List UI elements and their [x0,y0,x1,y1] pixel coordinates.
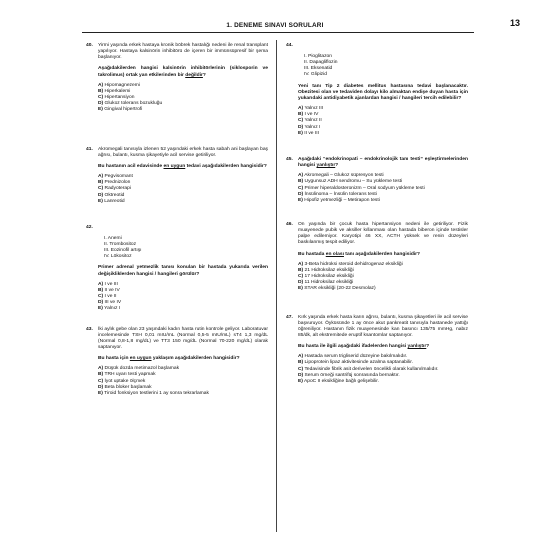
statement: III. Eksenatid [304,66,333,72]
question-40 [86,43,268,114]
question-prompt: Yeni tanı Tip 2 diabetes mellitus hastasına tedavi başlanacaktır. Obezitesi olan ve tedaviden dolayı kilo almaktan endişe duyan hasta için yukarıdaki antidiyabetik ajanlardan hangisi / hangileri tercih edilebilir? [298,83,468,101]
option-a[interactable]: A) Hipomagnezemi [98,82,140,88]
option-e[interactable]: E) STAR eksikliği (20-22 Desmolaz) [298,286,376,292]
question-prompt: Bu hasta ile ilgili aşağıdaki ifadelerden hangisi yanlıştır? [298,344,430,350]
option-a[interactable]: A) 3-Beta hidroksi steroid dehidrogenaz eksikliği [298,261,403,267]
option-b[interactable]: B) Uygunsuz ADH sendromu – Su yükleme testi [298,179,403,185]
option-c[interactable]: C) 17 Hidroksilaz eksikliği [298,274,354,280]
question-43 [86,327,268,398]
statement: I. Anemi [104,235,122,241]
option-list [98,282,268,313]
option-e[interactable]: E) Hipofiz yetmezliği – Metirapon testi [298,197,380,203]
option-e[interactable]: E) II ve III [298,130,319,136]
header-rule [82,32,474,33]
question-number: 44. [286,43,293,48]
option-list [298,173,468,204]
option-a[interactable]: A) I ve III [98,281,118,287]
question-prompt: Aşağıdaki “endokrinopati – endokrinolojik tanı testi” eşleştirmelerinden hangisi yanlıştır? [298,156,468,169]
option-a[interactable]: A) Akromegali – Glukoz süpresyon testi [298,173,384,179]
option-d[interactable]: D) Serum örneği santrifüj sonrasında bernaktır. [298,372,400,378]
option-a[interactable]: A) Yalnız III [298,106,324,112]
statement: III. Eozinofil artışı [104,248,142,254]
question-prompt: Bu hasta için en uygun yaklaşım aşağıdakilerden hangisidir? [98,356,240,362]
option-list [98,83,268,114]
option-e[interactable]: E) Yalnız I [98,306,121,312]
page-number: 13 [509,18,520,28]
option-list [98,174,268,205]
question-number: 43. [86,326,93,332]
option-d[interactable]: D) Glukoz tolerans bozukluğu [98,101,163,107]
option-d[interactable]: D) 11 Hidroksilaz eksikliği [298,280,354,286]
option-b[interactable]: B) II ve IV [98,287,120,293]
question-number: 42. [86,224,93,230]
option-d[interactable]: D) Oktreotid [98,192,125,198]
option-a[interactable]: A) Düşük dozda metimazol başlamak [98,366,180,372]
option-list [298,106,468,137]
question-prompt: Primer adrenal yetmezlik tanısı konulan bir hastada yukarıda verilen değişikliklerden hangisi / hangileri görülür? [98,265,268,277]
question-stem: Akromegali tanısıyla izlenen 52 yaşındaki erkek hasta sabah ani başlayan baş ağrısı, bulantı, kusma şikayetiyle acil servise getiriliyor. [98,146,268,158]
question-45 [286,157,468,204]
option-e[interactable]: E) Lanreotid [98,198,125,204]
question-stem: İki aylık gebe olan 23 yaşındaki kadın hasta rutin kontrole geliyor. Laboratuvar incelemesinde TSH 0,01 mIU/mL (Normal 0,5-5 mIU/mL) sT4 1,3 mg/dL (Normal 0,8-1,8 mg/dL) ve TT3 150 mg/dL (Normal 70-220 mg/dL) olarak saptanıyor. [98,326,268,350]
option-e[interactable]: E) Gingival hipertrofi [98,107,143,113]
option-c[interactable]: C) Yalnız II [298,118,322,124]
option-c[interactable]: C) İyot uptake ölçmek [98,378,146,384]
question-prompt: Aşağıdakilerden hangisi kalsinörin inhibitörlerinin (siklosporin ve takrolimus) ortak yan etkilerinden bir değildir? [98,66,268,78]
option-e[interactable]: E) ApoC II eksikliğine bağlı gelişebilir. [298,378,380,384]
option-a[interactable]: A) Hastada serum trigliserid düzeyine bakılmalıdır. [298,354,408,360]
question-number: 41. [86,146,93,152]
statement: I. Pioglitazon [304,54,333,59]
left-column [86,43,268,397]
column-divider [276,40,277,532]
page-title: 1. DENEME SINAVI SORULARI [226,22,324,29]
question-prompt: Bu hastanın acil edavisinde en uygun tedavi aşağıdakilerden hangisidir? [98,163,267,169]
statement: II. Dapagliflozin [304,60,338,66]
option-c[interactable]: C) Primer hiperaldosteronizm – Oral sodyum yükleme testi [298,185,425,191]
question-number: 46. [286,221,293,227]
question-number: 45. [286,156,293,162]
option-list [298,262,468,293]
statement: IV. Glipizid [304,72,327,78]
question-number: 47. [286,314,293,320]
option-b[interactable]: B) Hiperkalemi [98,88,131,94]
option-a[interactable]: A) Pegvisomant [98,174,133,180]
option-d[interactable]: D) İnsülinoma – İnsülin tolerans testi [298,191,377,197]
option-d[interactable]: D) Yalnız I [298,124,321,130]
option-c[interactable]: C) I ve II [98,294,117,300]
statement: II. Trombositoz [104,241,137,247]
question-stem: Yirmi yaşında erkek hastaya kronik böbrek hastalığı nedeni ile renal transplant yapılıyor. Hastaya kalsinörin inhibitörü de içeren bir immünsüpresif bir şema başlanıyor. [98,43,268,61]
option-b[interactable]: B) Prednizolon [98,180,131,186]
question-stem: On yaşında bir çocuk hasta hipertansiyon nedeni ile getiriliyor. Fizik muayenede pubik ve aksiller kıllanması olan hastada biberon içinde testisler palpe edilemiyor. Karyotipi 46 XX, ACTH yüksek ve renin düzeyleri baskılanmış tespit ediliyor. [298,221,468,246]
question-prompt: Bu hastada en olası tanı aşağıdakilerden hangisidir? [298,251,421,257]
statement-list [304,54,468,79]
option-e[interactable]: E) Tiroid fonksiyon testlerini 1 ay sonra tekrarlamak [98,390,209,396]
option-b[interactable]: B) I ve IV [298,112,319,118]
option-c[interactable]: C) Hipertansiyon [98,95,135,101]
option-d[interactable]: D) Beta bloker başlamak [98,384,152,390]
option-c[interactable]: C) Radyoterapi [98,186,131,192]
statement-list [104,236,268,261]
option-b[interactable]: B) 21 Hidroksilaz eksikliği [298,267,354,273]
option-c[interactable]: C) Tedavisinde fibrik asit derivelerı öncelikli olarak kullanılmalıdır. [298,366,439,372]
statement: IV. Lökositoz [104,254,132,260]
option-list [298,354,468,385]
question-41 [86,147,268,205]
option-list [98,366,268,397]
option-d[interactable]: D) III ve IV [98,300,122,306]
question-42 [86,225,268,313]
right-column [286,43,468,385]
question-46 [286,222,468,293]
question-stem: Kırk yaşında erkek hasta karın ağrısı, bulantı, kusma şikayetleri ile acil servise başvuruyor. Öyküsünde 1 ay önce akut pankreatit tanısıyla hastanede yattığı öğreniliyor. Hastanın fizik muayenesinde kan basıncı 135/75 mmHg, nabız 85/dk, alt ekstremitede eruptif ksantomlar saptanıyor. [298,314,468,338]
question-number: 40. [86,43,93,48]
option-b[interactable]: B) TRH uyarı testi yapmak [98,372,156,378]
question-47 [286,315,468,386]
question-44 [286,43,468,137]
option-b[interactable]: B) Lipoprotein lipaz aktivitesinde azalma saptanabilir. [298,360,414,366]
